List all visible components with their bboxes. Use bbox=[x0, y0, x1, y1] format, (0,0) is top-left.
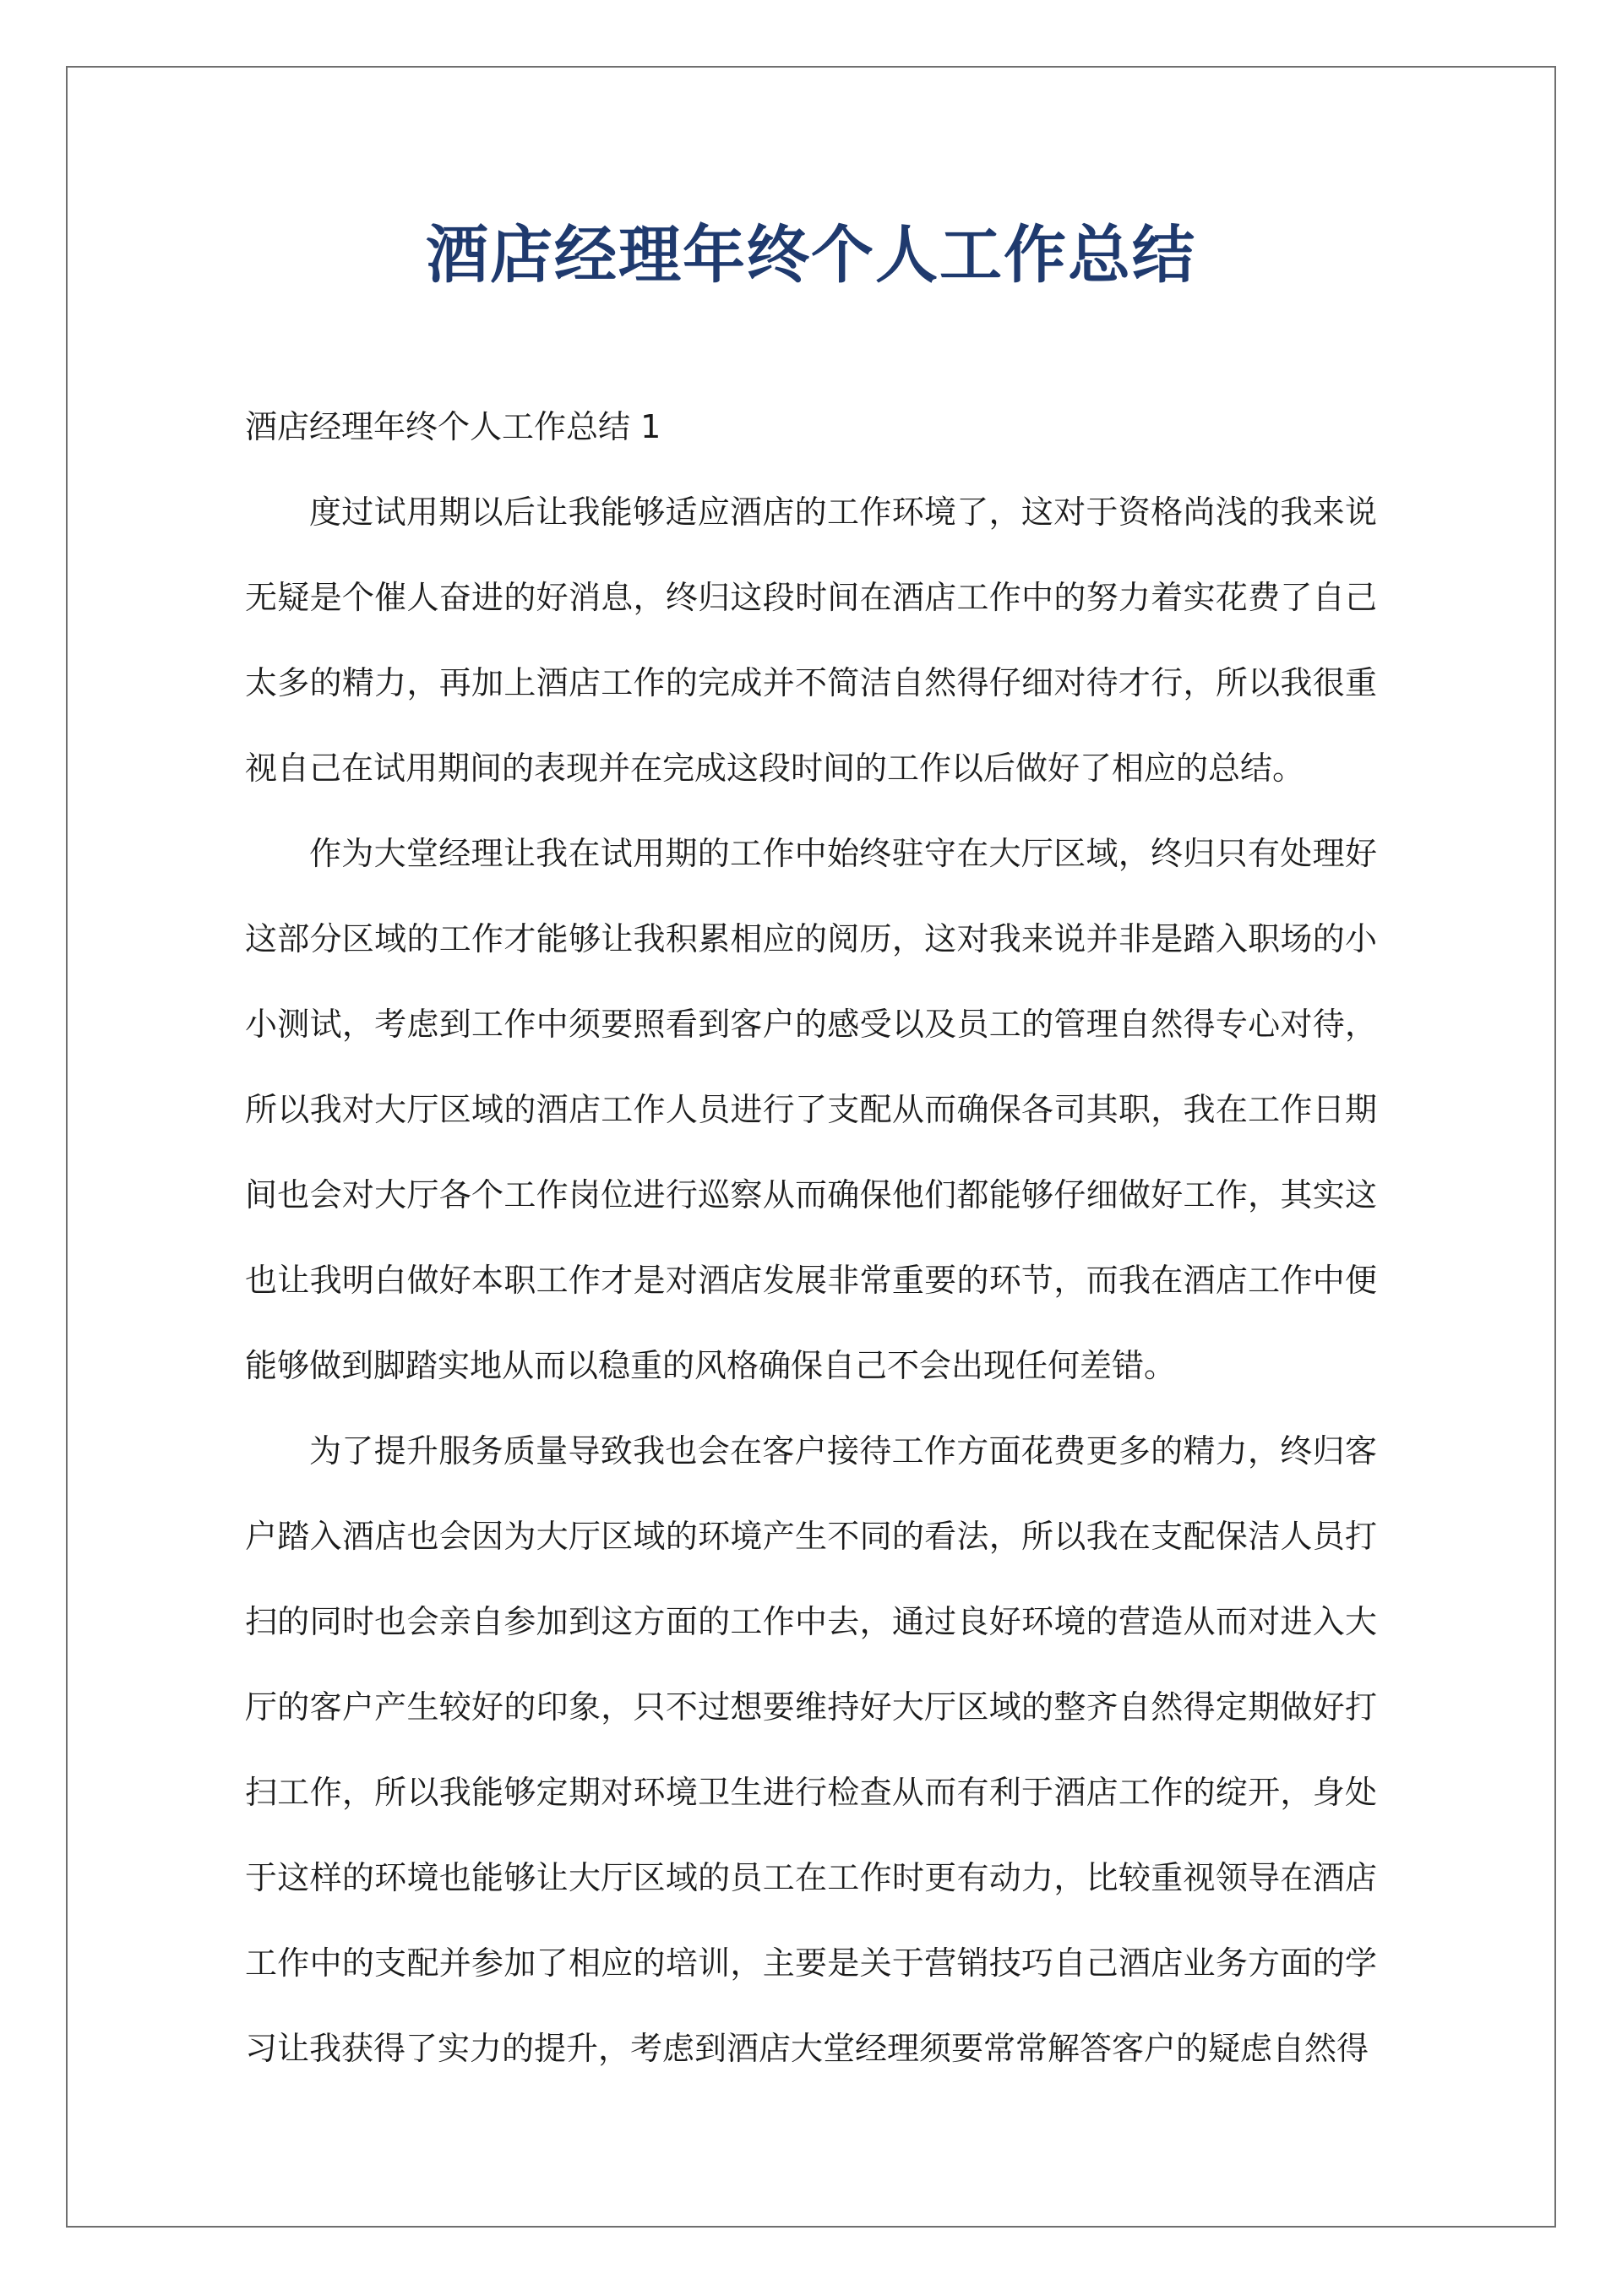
document-body bbox=[245, 384, 1377, 2091]
paragraph-2: 作为大堂经理让我在试用期的工作中始终驻守在大厅区域，终归只有处理好这部分区域的工作才能够让我积累相应的阅历，这对我来说并非是踏入职场的小小测试，考虑到工作中须要照看到客户的感受以及员工的管理自然得专心对待，所以我对大厅区域的酒店工作人员进行了支配从而确保各司其职，我在工作日期间也会对大厅各个工作岗位进行巡察从而确保他们都能够仔细做好工作，其实这也让我明白做好本职工作才是对酒店发展非常重要的环节，而我在酒店工作中便能够做到脚踏实地从而以稳重的风格确保自己不会出现任何差错。 bbox=[245, 835, 1377, 1384]
paragraph-1: 度过试用期以后让我能够适应酒店的工作环境了，这对于资格尚浅的我来说无疑是个催人奋进的好消息，终归这段时间在酒店工作中的努力着实花费了自己太多的精力，再加上酒店工作的完成并不简洁自然得仔细对待才行，所以我很重视自己在试用期间的表现并在完成这段时间的工作以后做好了相应的总结。 bbox=[245, 494, 1377, 787]
section-heading: 酒店经理年终个人工作总结 1 bbox=[245, 408, 661, 445]
document-title: 酒店经理年终个人工作总结 bbox=[426, 219, 1196, 292]
paragraph-3: 为了提升服务质量导致我也会在客户接待工作方面花费更多的精力，终归客户踏入酒店也会因为大厅区域的环境产生不同的看法，所以我在支配保洁人员打扫的同时也会亲自参加到这方面的工作中去，通过良好环境的营造从而对进入大厅的客户产生较好的印象，只不过想要维持好大厅区域的整齐自然得定期做好打扫工作，所以我能够定期对环境卫生进行检查从而有利于酒店工作的绽开，身处于这样的环境也能够让大厅区域的员工在工作时更有动力，比较重视领导在酒店工作中的支配并参加了相应的培训，主要是关于营销技巧自己酒店业务方面的学习让我获得了实力的提升，考虑到酒店大堂经理须要常常解答客户的疑虑自然得 bbox=[245, 1432, 1377, 2067]
